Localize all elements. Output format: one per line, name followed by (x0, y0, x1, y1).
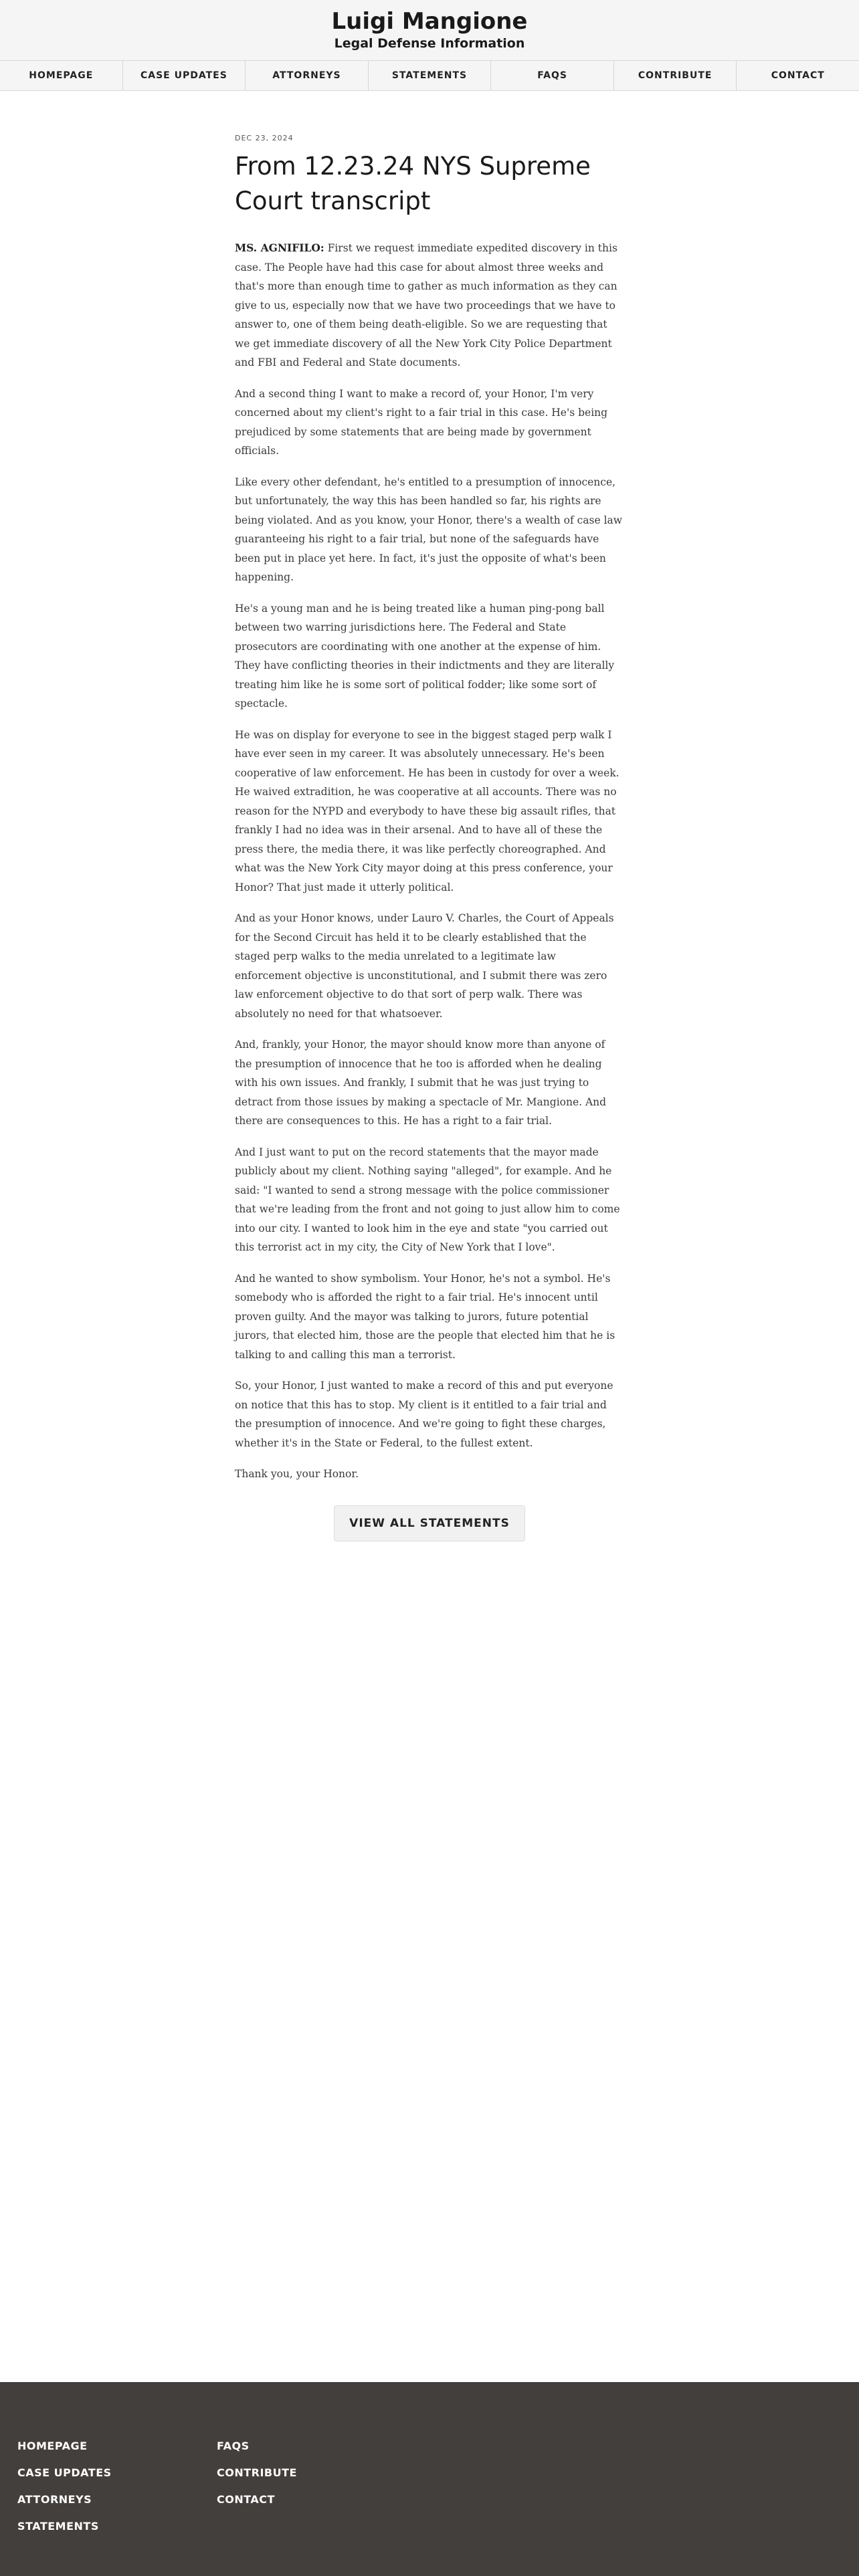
nav-item-homepage[interactable]: HOMEPAGE (0, 61, 123, 90)
nav-item-statements[interactable]: STATEMENTS (369, 61, 492, 90)
nav-item-attorneys[interactable]: ATTORNEYS (246, 61, 369, 90)
paragraph: Thank you, your Honor. (235, 1468, 359, 1480)
statement-article (235, 134, 624, 1541)
paragraph: And I just want to put on the record statements that the mayor made publicly about my client. Nothing saying "alleged", for example. And he said: "I wanted to send a strong message with the police commissioner that we're leading from the front and not going to just allow him to come into our city. I wanted to look him in the eye and state "you carried out this terrorist act in my city, the City of New York that I love". (235, 1146, 620, 1253)
view-all-container (235, 1505, 624, 1541)
nav-item-contribute[interactable]: CONTRIBUTE (614, 61, 737, 90)
speaker-label: MS. AGNIFILO: (235, 241, 324, 254)
paragraph: And he wanted to show symbolism. Your Honor, he's not a symbol. He's somebody who is afforded the right to a fair trial. He's innocent until proven guilty. And the mayor was talking to jurors, future potential jurors, that elected him, those are the people that elected him that he is talking to and calling this man a terrorist. (235, 1272, 615, 1361)
paragraph-text: First we request immediate expedited discovery in this case. The People have had this case for about almost three weeks and that's more than enough time to gather as much information as they can give to us, especially now that we have two proceedings that we have to answer to, one of them being death-eligible. So we are requesting that we get immediate discovery of all the New York City Police Department and FBI and Federal and State documents. (235, 242, 617, 368)
main-nav (0, 60, 859, 91)
footer-links-col-2 (217, 2433, 297, 2513)
paragraph: He's a young man and he is being treated like a human ping-pong ball between two warring jurisdictions here. The Federal and State prosecutors are coordinating with one another at the expense of him. They have conflicting theories in their indictments and they are literally treating him like he is some sort of political fodder; like some sort of spectacle. (235, 602, 615, 710)
footer-link-homepage[interactable]: HOMEPAGE (17, 2440, 88, 2452)
nav-item-contact[interactable]: CONTACT (771, 70, 825, 81)
paragraph: Like every other defendant, he's entitled to a presumption of innocence, but unfortunately, the way this has been handled so far, his rights are being violated. And as you know, your Honor, there's a wealth of case law guaranteeing his right to a fair trial, but none of the safeguards have been put in place yet here. In fact, it's just the opposite of what's been happening. (235, 475, 623, 583)
nav-item-case-updates[interactable]: CASE UPDATES (123, 61, 246, 90)
paragraph (235, 239, 624, 372)
footer-link-contribute[interactable]: CONTRIBUTE (217, 2466, 297, 2479)
paragraph: And, frankly, your Honor, the mayor should know more than anyone of the presumption of innocence that he too is afforded when he dealing with his own issues. And frankly, I submit that he was just trying to detract from those issues by making a spectacle of Mr. Mangione. And there are consequences to this. He has a right to a fair trial. (235, 1039, 607, 1127)
site-title[interactable]: Luigi Mangione (331, 8, 528, 35)
footer-link-attorneys[interactable]: ATTORNEYS (17, 2493, 92, 2506)
site-subtitle: Legal Defense Information (334, 36, 525, 51)
footer-link-case-updates[interactable]: CASE UPDATES (17, 2466, 112, 2479)
site-footer (0, 2382, 859, 2576)
paragraph: And as your Honor knows, under Lauro V. Charles, the Court of Appeals for the Second Circuit has held it to be clearly established that the staged perp walks to the media unrelated to a legitimate law enforcement objective is unconstitutional, and I submit there was zero law enforcement objective to do that sort of perp walk. There was absolutely no need for that whatsoever. (235, 912, 614, 1020)
footer-link-faqs[interactable]: FAQS (217, 2440, 250, 2452)
nav-item-faqs[interactable]: FAQS (491, 61, 614, 90)
view-all-statements-button[interactable]: VIEW ALL STATEMENTS (334, 1505, 525, 1541)
footer-links-col-1 (17, 2433, 112, 2540)
footer-link-contact[interactable]: CONTACT (217, 2493, 275, 2506)
paragraph: He was on display for everyone to see in the biggest staged perp walk I have ever seen in my career. It was absolutely unnecessary. He's been cooperative of law enforcement. He has been in custody for over a week. He waived extradition, he was cooperative at all accounts. There was no reason for the NYPD and everybody to have these big assault rifles, that frankly I had no idea was in their arsenal. And to have all of these the press there, the media there, it was like perfectly choreographed. And what was the New York City mayor doing at this press conference, your Honor? That just made it utterly political. (235, 728, 619, 893)
site-header (0, 0, 859, 60)
paragraph: And a second thing I want to make a record of, your Honor, I'm very concerned about my client's right to a fair trial in this case. He's being prejudiced by some statements that are being made by government officials. (235, 387, 608, 457)
post-date: DEC 23, 2024 (235, 134, 294, 142)
footer-link-statements[interactable]: STATEMENTS (17, 2520, 99, 2533)
post-title: From 12.23.24 NYS Supreme Court transcript (235, 152, 591, 215)
paragraph: So, your Honor, I just wanted to make a record of this and put everyone on notice that this has to stop. My client is it entitled to a fair trial and the presumption of innocence. And we're going to fight these charges, whether it's in the State or Federal, to the fullest extent. (235, 1380, 613, 1449)
